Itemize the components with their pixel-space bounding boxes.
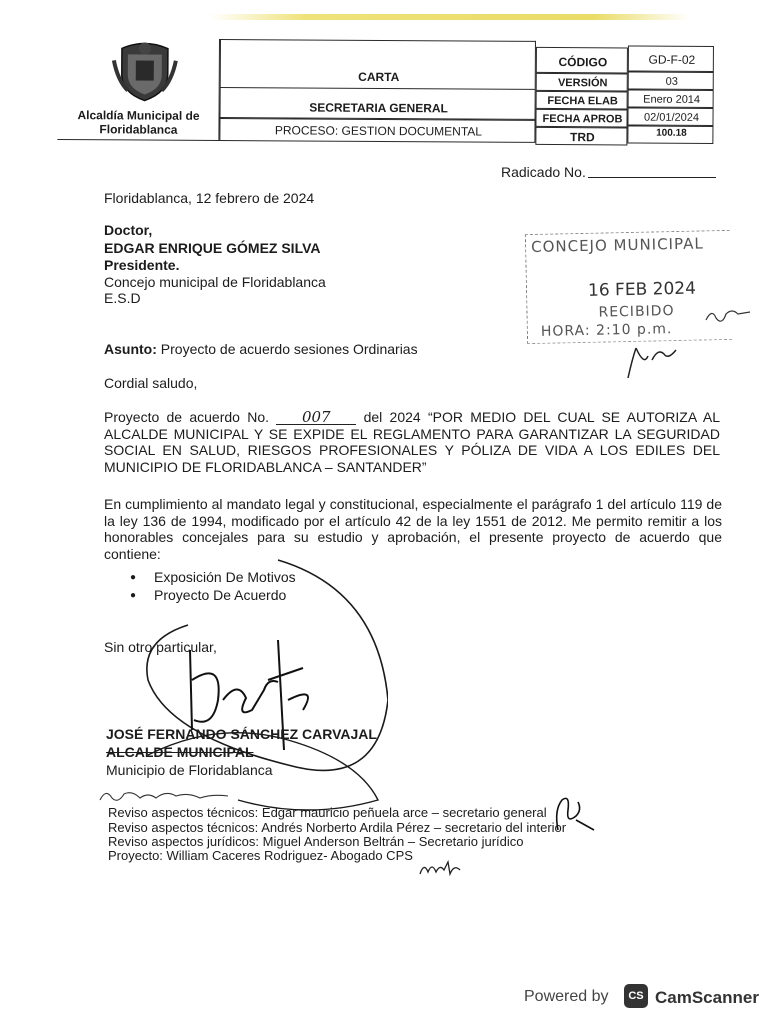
powered-by-text: Powered by xyxy=(524,988,609,1005)
codigo-value-cell xyxy=(628,45,714,72)
subject-label: Asunto: xyxy=(104,341,157,357)
trd-value-cell xyxy=(627,125,713,144)
stamp-initials-icon xyxy=(618,330,688,390)
fecha-aprob-value-cell xyxy=(627,107,713,126)
trd-label-cell xyxy=(535,127,627,146)
codigo-label-cell xyxy=(536,47,628,74)
signature-icon xyxy=(128,550,388,820)
received-stamp xyxy=(525,230,733,346)
logo-cell xyxy=(57,38,220,141)
project-title: del 2024 “POR MEDIO DEL CUAL SE AUTORIZA AL ALCALDE MUNICIPAL Y SE EXPIDE EL REGLAMENTO PARA GARANTIZAR LA SEGURIDAD SOCIAL EN SALUD, RIESGOS PROFESIONALES Y PÓLIZA DE VIDA A LOS EDILES DEL MUNICIPIO DE FLORIDABLANCA – SANTANDER” xyxy=(104,409,721,475)
paragraph-legal: En cumplimiento al mandato legal y constitucional, especialmente el parágrafo 1 del artículo 119 de la ley 136 de 1994, modificado por el artículo 42 de la ley 1551 de 2012. Me permito remitir a los honorables concejales para su estudio y aprobación, el presente proyecto de acuerdo que contiene: xyxy=(104,496,722,562)
stamp-scribble-icon xyxy=(704,304,754,328)
signer-role: ALCALDE MUNICIPAL xyxy=(106,744,254,760)
office-name: SECRETARIA GENERAL xyxy=(309,100,448,116)
review-line: Proyecto: William Caceres Rodriguez- Abogado CPS xyxy=(108,848,413,863)
signer-name: JOSÉ FERNANDO SÁNCHEZ CARVAJAL xyxy=(106,726,377,742)
subject-text: Proyecto de acuerdo sesiones Ordinarias xyxy=(160,341,418,357)
fecha-aprob-label-cell xyxy=(535,109,627,128)
process-cell xyxy=(219,117,535,143)
paragraph-project xyxy=(104,409,720,475)
recipient-title: Doctor, xyxy=(104,222,153,238)
author-initials-icon xyxy=(418,856,462,878)
project-prefix: Proyecto de acuerdo No. xyxy=(104,409,270,425)
trd-label: TRD xyxy=(570,130,595,145)
recipient-role: Presidente. xyxy=(104,257,180,273)
subject-line xyxy=(104,341,418,357)
fecha-elab-label-cell xyxy=(536,91,628,110)
radicado-label: Radicado No. xyxy=(501,164,586,180)
recipient-entity: Concejo municipal de Floridablanca xyxy=(104,274,326,290)
version-label: VERSIÓN xyxy=(557,77,608,90)
stamp-entity: CONCEJO MUNICIPAL xyxy=(530,234,704,257)
coat-of-arms-icon xyxy=(110,40,180,102)
office-cell xyxy=(220,87,536,121)
stamp-date: 16 FEB 2024 xyxy=(587,278,697,301)
review-line: Reviso aspectos técnicos: Andrés Norberto Ardila Pérez – secretario del interior xyxy=(108,820,567,835)
version-label-cell xyxy=(536,73,628,92)
document-header-table xyxy=(57,38,714,146)
entity-name: Alcaldía Municipal de Floridablanca xyxy=(77,108,200,137)
fecha-elab-label: FECHA ELAB xyxy=(547,94,618,108)
greeting: Cordial saludo, xyxy=(104,375,198,391)
process-name: PROCESO: GESTION DOCUMENTAL xyxy=(274,123,483,139)
camscanner-brand: CamScanner xyxy=(655,988,759,1007)
fecha-aprob-value: 02/01/2024 xyxy=(643,111,700,124)
place-date: Floridablanca, 12 febrero de 2024 xyxy=(104,190,315,206)
stamp-hour: HORA: 2:10 p.m. xyxy=(540,321,673,340)
stamp-received: RECIBIDO xyxy=(598,303,675,321)
version-value-cell xyxy=(628,71,714,90)
recipient-name: EDGAR ENRIQUE GÓMEZ SILVA xyxy=(104,240,321,256)
closing: Sin otro particular, xyxy=(104,639,217,655)
signer-entity: Municipio de Floridablanca xyxy=(106,762,273,778)
reviewer-signature-icon xyxy=(96,784,236,808)
radicado-line xyxy=(588,177,716,178)
scan-edge-highlight xyxy=(210,14,690,20)
initials-mark-icon xyxy=(548,790,598,840)
fecha-aprob-label: FECHA APROB xyxy=(542,112,623,126)
recipient-esd: E.S.D xyxy=(104,290,141,306)
bullet-item: ● Exposición De Motivos xyxy=(154,569,296,585)
version-value: 03 xyxy=(665,75,678,88)
camscanner-logo-icon: CS xyxy=(624,984,648,1008)
trd-value: 100.18 xyxy=(656,127,687,139)
project-number: 007 xyxy=(276,410,356,425)
review-line: Reviso aspectos jurídicos: Miguel Anderson Beltrán – Secretario jurídico xyxy=(108,834,524,849)
doc-type: CARTA xyxy=(358,69,400,85)
doc-type-cell xyxy=(220,39,536,89)
bullet-item: ● Proyecto De Acuerdo xyxy=(154,587,286,603)
review-line: Reviso aspectos técnicos: Edgar mauricio peñuela arce – secretario general xyxy=(108,805,547,820)
fecha-elab-value: Enero 2014 xyxy=(643,93,701,106)
codigo-label: CÓDIGO xyxy=(558,55,608,70)
codigo-value: GD-F-02 xyxy=(648,52,696,67)
fecha-elab-value-cell xyxy=(628,89,714,108)
